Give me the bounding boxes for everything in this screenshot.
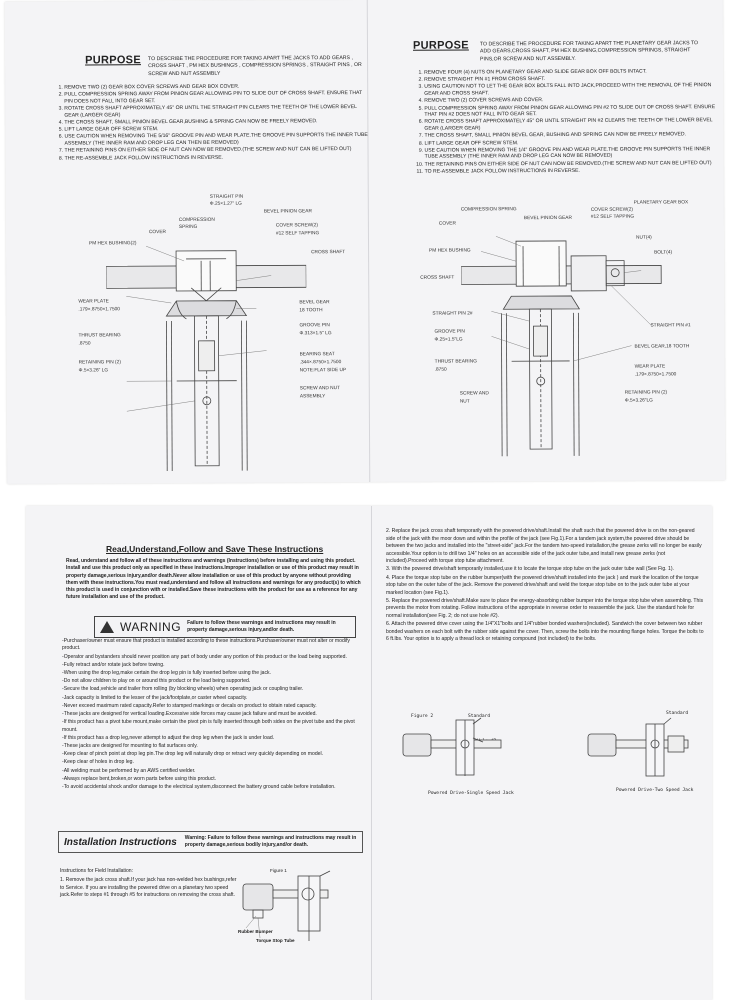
label-groove-pin-dim: Φ.313×1.5" LG xyxy=(299,331,332,337)
warning-word: WARNING xyxy=(120,620,182,634)
bottom-instruction-sheet xyxy=(26,506,712,1000)
list-item: -Purchaser/owner must ensure that product is installed according to these instructions.Purchaser/owner must not alter or modify product. xyxy=(62,638,350,652)
label-cover: COVER xyxy=(148,230,167,236)
label-bevel-gear-r: BEVEL GEAR,18 TOOTH xyxy=(634,344,690,350)
list-item: -Operator and bystanders should never position any part of body under any portion of this product or the load being supported. xyxy=(62,653,347,660)
list-item: -Keep clear of pinch point at drop leg pin.The drop leg will naturally drop or retract very quickly depending on model. xyxy=(62,751,324,758)
label-screw-r: SCREW AND xyxy=(459,391,489,397)
install-steps-right xyxy=(386,528,704,644)
read-understand-title: Read,Understand,Follow and Save These Instructions xyxy=(106,544,324,554)
installation-warning: Warning: Failure to follow these warnings and instructions may result in property damage,serious bodily injury,and/or death. xyxy=(184,835,357,848)
label-note: NOTE:FLAT SIDE UP xyxy=(299,368,347,374)
label-cross-shaft: CROSS SHAFT xyxy=(311,250,346,256)
label-nut: NUT(4) xyxy=(635,235,652,241)
step-item: 6. USE CAUTION WHEN REMOVING THE 5/16" GROOVE PIN AND WEAR PLATE.THE GROOVE PIN SUPPORTS THE INNER TUBE ASSEMBLY (THE INNER RAM AND DROP LEG CAN THEN BE REMOVED) xyxy=(64,132,369,147)
step-item: 8. LIFT LARGE GEAR OFF SCREW STEM. xyxy=(424,139,724,147)
label-pm-hex-r: PM HEX BUSHING xyxy=(429,248,471,254)
step-item: 4. THE CROSS SHAFT, SMALL PINION BEVEL GEAR,BUSHING & SPRING CAN NOW BE FREELY REMOVED. xyxy=(64,118,369,126)
label-self-tapping-r: #12 SELF TAPPING xyxy=(590,214,635,220)
figure-2-two-speed xyxy=(586,716,711,778)
list-item: -To avoid accidental shock and/or damage to the electrical system,disconnect the battery ground cable before installation. xyxy=(62,784,336,791)
step-item: 9. USE CAUTION WHEN REMOVING THE 1/4" GROOVE PIN AND WEAR PLATE.THE GROOVE PIN SUPPORTS THE INNER TUBE ASSEMBLY (THE INNER RAM AND DROP LEG CAN NOW BE REMOVED) xyxy=(425,146,725,161)
figure-caption-two: Powered Drive-Two Speed Jack xyxy=(616,788,694,793)
steps-list-left xyxy=(55,83,369,162)
warning-triangle-icon xyxy=(100,621,114,633)
warning-box xyxy=(94,616,356,638)
list-item: -Never exceed maximum rated capacity.Refer to stamped markings or decals on product to obtain rated capacity. xyxy=(62,702,317,709)
figure-torque-stop-tube: Torque Stop Tube xyxy=(256,938,295,943)
steps-list-right xyxy=(415,68,725,176)
purpose-heading-left: PURPOSE xyxy=(85,54,141,67)
label-retaining-dim: Φ.5×3.26" LG xyxy=(78,368,109,374)
warning-text: Failure to follow these warnings and instructions may result in property damage,serious injury,and/or death. xyxy=(187,620,336,633)
figure-standard-label: Standard xyxy=(468,714,491,719)
label-bevel-gear: BEVEL GEAR xyxy=(299,300,330,306)
label-cover-screw-r: COVER SCREW(2) xyxy=(590,207,633,213)
figure-rubber-bumper: Rubber Bumper xyxy=(238,929,273,934)
list-item: 3. With the powered drive/shaft temporarily installed,use it to locate the torque stop tube on the jack outer tube wall (See Fig. 1). xyxy=(386,566,674,573)
step-item: 2. REMOVE STRAIGHT PIN #1 FROM CROSS SHAFT. xyxy=(424,75,724,83)
list-item: 2. Replace the jack cross shaft temporarily with the powered drive/shaft.Install the shaft such that the powered drive is on the non-geared side of the jack with the moor down and within the profile of the jack (see Fig.1).For a tandem jack system,the powered drive should be between the two jacks and installed into the "street-side" jack.For the tandem two-speed installation,the grease zerks will no longer be easily accessible.Your option is to drill two 1/4" holes on an accessible side of the jack outer tube,and install new grease zerks (not included).Proceed with torque stop tube attachment. xyxy=(386,528,702,564)
jack-diagram-left xyxy=(106,240,307,476)
label-wear-plate-dim-r: .179×.8750×1.7500 xyxy=(634,372,677,378)
list-item: -These jacks are designed for mounting to flat surfaces only. xyxy=(62,743,198,750)
list-item: -When using the drop leg,make certain the drop leg pin is fully inserted before using the jack. xyxy=(62,670,271,677)
label-compression-r: COMPRESSION SPRING xyxy=(460,207,517,213)
label-thrust-dim: .8750 xyxy=(78,341,91,347)
step-item: 8. THE RE-ASSEMBLE JACK FOLLOW INSTRUCTIONS IN REVERSE. xyxy=(65,154,370,162)
label-thrust: THRUST BEARING xyxy=(78,333,121,339)
step-item: 11. TO RE-ASSEMBLE JACK FOLLOW INSTRUCTIONS IN REVERSE. xyxy=(425,167,725,175)
label-compression: COMPRESSION xyxy=(178,217,215,223)
label-spring: SPRING xyxy=(178,224,198,230)
list-item: -These jacks are designed for vertical loading.Excessive side forces may cause jack failure and must be avoided. xyxy=(62,711,317,718)
purpose-heading-right: PURPOSE xyxy=(412,39,469,52)
label-groove-pin-r: GROOVE PIN xyxy=(434,329,465,335)
purpose-text-left: TO DESCRIBE THE PROCEDURE FOR TAKING APART THE JACKS TO ADD GEARS , CROSS SHAFT , PM HEX BUSHINGS , COMPRESSION SPRINGS , STRAIGHT PINS , OR SCREW AND NUT ASSEMBLY xyxy=(148,55,362,77)
label-bearing-seat-dim: .344×.8750×1.7500 xyxy=(299,360,342,366)
label-tooth: 18 TOOTH xyxy=(299,308,323,314)
step-item: 5. LIFT LARGE GEAR OFF SCREW STEM. xyxy=(64,125,369,133)
step-item: 7. THE RETAINING PINS ON EITHER SIDE OF NUT CAN NOW BE REMOVED.(THE SCREW AND NUT CAN BE LIFTED OUT) xyxy=(65,146,370,154)
list-item: -If this product has a pivot tube mount,make certain the pivot pin is fully inserted through both sides on the pivot tube and the pivot mount. xyxy=(62,719,355,733)
list-item: 5. Replace the powered drive/shaft.Make sure to place the energy-absorbing rubber bumper into the torque stop tube when assembling. This prevents the motor from rotating. Follow instructions of the appropriate in reverse order to reassemble the jack. Use the standard hole for normal installation(see Fig. 2; do not use hole #2). xyxy=(386,597,704,619)
safety-bullets xyxy=(62,638,364,792)
figure-2-label: Figure 2 xyxy=(411,714,434,719)
label-cover-screw: COVER SCREW(2) xyxy=(275,223,319,229)
field-step-1: 1. Remove the jack cross shaft.If your jack has non-welded hex bushings,refer to Service. If you are installing the powered drive on a planetary two speed jack.Refer to steps #1 through #5 for instructions on removing the cross shaft. xyxy=(60,877,237,899)
label-wear-plate-r: WEAR PLATE xyxy=(634,364,666,370)
label-cross-shaft-r: CROSS SHAFT xyxy=(420,275,455,281)
list-item: -Secure the load,vehicle and trailer from rolling (by blocking wheels) when operating jack or coupling trailer. xyxy=(62,686,304,693)
list-item: -Keep clear of holes in drop leg. xyxy=(62,759,134,766)
label-nut-r: NUT xyxy=(459,399,470,405)
purpose-text-right: TO DESCRIBE THE PROCEDURE FOR TAKING APART THE PLANETARY GEAR JACKS TO ADD GEARS,CROSS SHAFT, PM HEX BUSHING,COMPRESSION SPRINGS, STRAIGHT PINS,OR SCREW AND NUT ASSEMBLY. xyxy=(479,40,699,62)
step-item: 5. PULL COMPRESSION SPRING AWAY FROM PINION GEAR ALLOWING PIN #2 TO SLIDE OUT OF CROSS SHAFT. ENSURE THAT PIN #2 DOES NOT FALL INTO GEAR SET. xyxy=(424,104,724,119)
field-installation-title: Instructions for Field Installation: xyxy=(60,868,134,874)
list-item: -Jack capacity is limited to the lesser of the jack/footplate,or caster wheel capacity. xyxy=(62,694,248,701)
label-thrust-dim-r: .8750 xyxy=(434,367,447,373)
label-groove-pin: GROOVE PIN xyxy=(299,323,330,329)
list-item: -If this product has a drop leg,never attempt to adjust the drop leg when the jack is under load. xyxy=(62,734,275,741)
label-retaining-dim-r: Φ.5×3.26"LG xyxy=(624,398,653,404)
step-item: 3. ROTATE CROSS SHAFT APPROXIMATELY 45° OR UNTIL THE STRAIGHT PIN CLEARS THE TEETH OF THE LOWER BEVEL GEAR (LARGER GEAR) xyxy=(64,104,369,119)
label-self-tapping: #12 SELF TAPPING xyxy=(275,231,320,237)
label-thrust-r: THRUST BEARING xyxy=(434,359,477,365)
list-item: -All welding must be performed by an AWS certified welder. xyxy=(62,767,196,774)
figure-1-label: Figure 1 xyxy=(270,868,287,873)
top-instruction-sheet xyxy=(5,0,726,484)
step-item: 1. REMOVE FOUR (4) NUTS ON PLANETARY GEAR AND SLIDE GEAR BOX OFF BOLTS INTACT. xyxy=(424,68,724,76)
label-bevel-pinion: BEVEL PINION GEAR xyxy=(263,209,312,215)
figure-standard2-label: Standard xyxy=(666,711,689,716)
label-retaining-r: RETAINING PIN (2) xyxy=(624,390,668,396)
label-straight-pin-dim: Φ.25×1.27" LG xyxy=(209,201,242,207)
label-bearing-seat: BEARING SEAT xyxy=(299,352,335,358)
step-item: 7. THE CROSS SHAFT, SMALL PINION BEVEL GEAR, BUSHING AND SPRING CAN NOW BE FREELY REMOVED. xyxy=(424,131,724,139)
figure-2-single-speed xyxy=(401,716,521,778)
label-planetary: PLANETARY GEAR BOX xyxy=(633,200,689,206)
label-cover-r: COVER xyxy=(438,221,456,227)
step-item: 4. REMOVE TWO (2) COVER SCREWS AND COVER. xyxy=(424,96,724,104)
figure-caption-single: Powered Drive-Single Speed Jack xyxy=(428,791,514,796)
installation-box xyxy=(58,831,363,853)
label-retaining: RETAINING PIN (2) xyxy=(78,360,121,366)
label-groove-pin-dim-r: Φ.25×1.5"LG xyxy=(434,337,463,343)
installation-title: Installation Instructions xyxy=(64,836,177,848)
label-bevel-pinion-r: BEVEL PINION GEAR xyxy=(523,215,572,222)
list-item: 4. Place the torque stop tube on the rubber bumper(with the powered drive/shaft installed into the jack ) and mark the location of the torque stop tube on the outer tube of the jack. Remove the powered drive/shaft and weld the torque stop tube on to the jack outer tube at your marked location (see Fig.1). xyxy=(386,574,699,596)
step-item: 6. ROTATE CROSS SHAFT APPROXIMATELY 45° OR UNTIL STRAIGHT PIN #2 CLEARS THE TEETH OF THE LOWER BEVEL GEAR (LARGER GEAR) xyxy=(424,118,724,133)
list-item: -Do not allow children to play on or around this product or the load being supported. xyxy=(62,678,251,685)
label-wear-plate-dim: .179×.8750×1.7500 xyxy=(78,307,120,313)
list-item: -Always replace bent,broken,or worn parts before using this product. xyxy=(62,775,217,782)
intro-paragraph: Read, understand and follow all of these instructions and warnings (Instructions) before installing and using this product. Install and use this product only as specified in these instructions.Improper installation or use of this product may result in property damage,serious injury,and/or death.Never allow installation or use of this product by anyone without providing them with these instructions.You must read,understand and follow all instructions and warnings for any product(s) to which this product is used in conjunction with or installed.Save these instructions with the product for use as a reference for any future installation and use of the product. xyxy=(66,558,361,601)
label-straight-pin1: STRAIGHT PIN #1 xyxy=(650,323,691,329)
list-item: -Fully retract and/or rotate jack before towing. xyxy=(62,661,165,668)
label-assembly: ASSEMBLY xyxy=(299,394,326,400)
step-item: 3. USING CAUTION NOT TO LET THE GEAR BOX BOLTS FALL INTO JACK,PROCEED WITH THE REMOVAL OF THE PINION GEAR AND CROSS SHAFT. xyxy=(424,83,724,98)
label-pm-hex: PM HEX BUSHING(2) xyxy=(88,241,137,247)
step-item: 10. THE RETAINING PINS ON EITHER SIDE OF NUT CAN NOW BE REMOVED.(THE SCREW AND NUT CAN BE LIFTED OUT) xyxy=(425,160,725,168)
label-screw-nut: SCREW AND NUT xyxy=(299,386,341,392)
label-straight-pin2: STRAIGHT PIN 2# xyxy=(432,311,473,317)
step-item: 2. PULL COMPRESSION SPRING AWAY FROM PINION GEAR ALLOWING PIN TO SLIDE OUT OF CROSS SHAFT. ENSURE THAT PIN DOES NOT FALL INTO GEAR SET. xyxy=(64,90,369,105)
list-item: 6. Attach the powered drive cover using the 1/4"X1"bolts and 1/4"rubber bonded washers(included). Sandwich the cover between two rubber bonded washers on each bolt with the rubber side against the cover. Then, screw the bolts into the mounting flange holes. Torque the bolts to 6 ft.lbs. Your option is to apply a thread lock or retaining compound (not included) to the bolts. xyxy=(386,621,704,643)
step-item: 1. REMOVE TWO (2) GEAR BOX COVER SCREWS AND GEAR BOX COVER. xyxy=(64,83,369,91)
label-wear-plate: WEAR PLATE xyxy=(78,299,109,305)
label-straight-pin: STRAIGHT PIN xyxy=(209,194,244,200)
label-bolt: BOLT(4) xyxy=(654,250,673,256)
